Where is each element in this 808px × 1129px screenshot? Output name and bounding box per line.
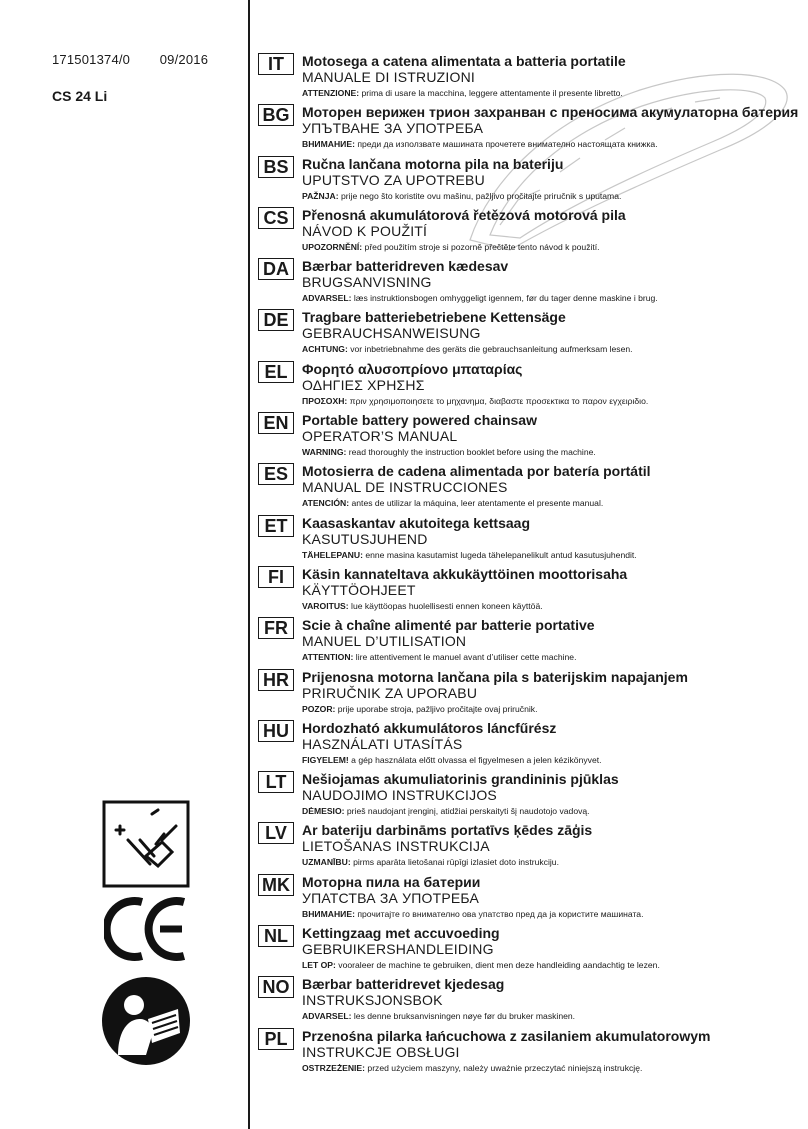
vertical-divider — [248, 0, 250, 1129]
language-row-bg — [256, 101, 799, 152]
language-row-fi — [256, 563, 796, 614]
product-title: Tragbare batteriebetriebene Kettensäge — [302, 309, 566, 326]
language-code-badge: CS — [258, 207, 294, 229]
warning-text — [302, 704, 537, 714]
language-list — [256, 50, 799, 1076]
warning-text — [302, 1063, 642, 1073]
warning-body: antes de utilizar la máquina, leer atentamente el presente manual. — [349, 498, 604, 509]
manual-subtitle: PRIRUČNIK ZA UPORABU — [302, 684, 478, 701]
battery-polarity-icon — [102, 800, 190, 888]
warning-text — [302, 396, 648, 406]
document-code — [52, 52, 208, 67]
warning-label: PAŽNJA: — [302, 190, 339, 201]
warning-body: lue käyttöopas huolellisesti ennen koneen käyttöä. — [348, 600, 543, 611]
manual-subtitle: KASUTUSJUHEND — [302, 530, 428, 547]
product-title: Ar bateriju darbināms portatīvs ķēdes zāģis — [302, 822, 593, 839]
warning-text — [302, 550, 637, 560]
language-row-it — [256, 50, 796, 101]
manual-subtitle: NÁVOD K POUŽITÍ — [302, 222, 428, 239]
language-row-lt — [256, 768, 796, 819]
warning-body: pirms aparāta lietošanai rūpīgi izlasiet doto instrukciju. — [350, 857, 559, 868]
part-number: 171501374/0 — [52, 52, 131, 67]
manual-subtitle: INSTRUKCJE OBSŁUGI — [302, 1043, 460, 1060]
warning-text — [302, 498, 603, 508]
warning-body: πριν χρησιμοποιησετε το μηχανημα, διαβαστε προσεκτικα το παρον εγχειριδιο. — [347, 395, 649, 406]
warning-text — [302, 242, 600, 252]
warning-label: WARNING: — [302, 447, 347, 458]
manual-subtitle: KÄYTTÖOHJEET — [302, 581, 416, 598]
warning-label: VAROITUS: — [302, 600, 349, 611]
warning-label: ΠΡΟΣΟΧΗ: — [302, 395, 348, 406]
language-code-badge: EN — [258, 412, 294, 434]
language-row-fr — [256, 614, 796, 665]
language-row-da — [256, 255, 796, 306]
manual-subtitle: ΟΔΗΓΙΕΣ ΧΡΗΣΗΣ — [302, 376, 425, 393]
warning-body: prije nego što koristite ovu mašinu, pažljivo pročitajte priručnik s uputama. — [338, 190, 622, 201]
language-code-badge: ES — [258, 463, 294, 485]
language-code-badge: NL — [258, 925, 294, 947]
language-row-no — [256, 973, 796, 1024]
language-code-badge: LT — [258, 771, 294, 793]
language-code-badge: FR — [258, 617, 294, 639]
product-title: Prijenosna motorna lančana pila s baterijskim napajanjem — [302, 668, 688, 685]
language-row-hr — [256, 666, 796, 717]
warning-label: ADVARSEL: — [302, 293, 352, 304]
product-title: Моторна пила на батерии — [302, 873, 481, 890]
manual-subtitle: OPERATOR’S MANUAL — [302, 428, 458, 445]
language-code-badge: HR — [258, 669, 294, 691]
warning-label: DĖMESIO: — [302, 806, 345, 817]
warning-body: les denne bruksanvisningen nøye før du bruker maskinen. — [351, 1011, 576, 1022]
product-title: Hordozható akkumulátoros láncfűrész — [302, 719, 557, 736]
product-title: Motosega a catena alimentata a batteria portatile — [302, 53, 626, 69]
manual-subtitle: MANUALE DI ISTRUZIONI — [302, 69, 475, 85]
manual-subtitle: MANUAL DE INSTRUCCIONES — [302, 479, 508, 496]
model-name: CS 24 Li — [52, 88, 108, 104]
language-code-badge: ET — [258, 515, 294, 537]
warning-text — [302, 601, 543, 611]
warning-text — [302, 344, 633, 354]
language-code-badge: IT — [258, 53, 294, 75]
issue-date: 09/2016 — [159, 52, 209, 67]
product-title: Přenosná akumulátorová řetězová motorová pila — [302, 206, 626, 223]
manual-subtitle: NAUDOJIMO INSTRUKCIJOS — [302, 787, 497, 804]
warning-label: UZMANĪBU: — [302, 857, 351, 868]
manual-subtitle: GEBRAUCHSANWEISUNG — [302, 325, 481, 342]
language-row-de — [256, 306, 796, 357]
warning-label: FIGYELEM! — [302, 754, 349, 765]
product-title: Nešiojamas akumuliatorinis grandininis pjūklas — [302, 771, 619, 788]
product-title: Ručna lančana motorna pila na bateriju — [302, 155, 564, 172]
warning-label: ATTENZIONE: — [302, 88, 360, 98]
language-code-badge: HU — [258, 720, 294, 742]
warning-label: ATENCIÓN: — [302, 498, 350, 509]
ce-mark-icon — [104, 896, 188, 962]
warning-text — [302, 806, 590, 816]
language-code-badge: PL — [258, 1028, 294, 1050]
product-title: Kaasaskantav akutoitega kettsaag — [302, 514, 530, 531]
warning-text — [302, 909, 643, 919]
manual-subtitle: LIETOŠANAS INSTRUKCIJA — [302, 838, 490, 855]
language-code-badge: BG — [258, 104, 294, 126]
language-code-badge: EL — [258, 361, 294, 383]
warning-body: vooraleer de machine te gebruiken, dient men deze handleiding aandachtig te lezen. — [335, 960, 660, 971]
product-title: Motosierra de cadena alimentada por batería portátil — [302, 463, 651, 480]
manual-subtitle: MANUEL D’UTILISATION — [302, 633, 467, 650]
warning-body: prima di usare la macchina, leggere attentamente il presente libretto. — [359, 88, 623, 98]
warning-text — [302, 857, 559, 867]
language-code-badge: DA — [258, 258, 294, 280]
warning-label: LET OP: — [302, 960, 336, 971]
warning-label: ADVARSEL: — [302, 1011, 352, 1022]
warning-text — [302, 447, 596, 457]
warning-body: læs instruktionsbogen omhyggeligt igennem, før du tager denne maskine i brug. — [351, 293, 658, 304]
warning-label: POZOR: — [302, 703, 336, 714]
manual-subtitle: UPUTSTVO ZA UPOTREBU — [302, 171, 485, 188]
product-title: Käsin kannateltava akkukäyttöinen moottorisaha — [302, 565, 628, 582]
language-row-nl — [256, 922, 796, 973]
warning-label: ACHTUNG: — [302, 344, 348, 355]
warning-body: prije uporabe stroja, pažljivo pročitajte ovaj priručnik. — [335, 703, 538, 714]
language-row-mk — [256, 871, 796, 922]
product-title: Моторен верижен трион захранван с преносима акумулаторна батерия — [302, 104, 799, 121]
product-title: Kettingzaag met accuvoeding — [302, 925, 500, 942]
product-title: Φορητό αλυσοπρίονο μπαταρίας — [302, 360, 523, 377]
warning-label: OSTRZEŻENIE: — [302, 1062, 366, 1073]
language-code-badge: LV — [258, 822, 294, 844]
warning-body: przed użyciem maszyny, należy uważnie przeczytać niniejszą instrukcję. — [365, 1062, 643, 1073]
manual-subtitle: УПЪТВАНЕ ЗА УПОТРЕБА — [302, 120, 484, 137]
warning-body: read thoroughly the instruction booklet before using the machine. — [346, 447, 596, 458]
product-title: Scie à chaîne alimenté par batterie portative — [302, 617, 595, 634]
language-row-lv — [256, 819, 796, 870]
warning-label: ВНИМАНИЕ: — [302, 908, 355, 919]
warning-label: UPOZORNĚNÍ: — [302, 241, 363, 252]
warning-body: enne masina kasutamist lugeda tähelepanelikult antud kasutusjuhendit. — [362, 549, 637, 560]
manual-subtitle: BRUGSANVISNING — [302, 274, 432, 291]
warning-body: a gép használata előtt olvassa el figyelmesen a jelen kézikönyvet. — [348, 754, 602, 765]
language-row-en — [256, 409, 796, 460]
warning-body: преди да използвате машината прочетете внимателно настоящата книжка. — [354, 139, 658, 150]
warning-text — [302, 88, 623, 98]
warning-text — [302, 960, 660, 970]
language-code-badge: BS — [258, 156, 294, 178]
language-code-badge: DE — [258, 309, 294, 331]
language-row-et — [256, 512, 796, 563]
warning-body: прочитајте го внимателно ова упатство пред да ја користите машината. — [354, 908, 644, 919]
product-title: Bærbar batteridreven kædesav — [302, 258, 509, 275]
warning-body: prieš naudojant įrenginį, atidžiai perskaityti šį naudotojo vadovą. — [344, 806, 590, 817]
language-row-hu — [256, 717, 796, 768]
language-code-badge: NO — [258, 976, 294, 998]
warning-text — [302, 652, 576, 662]
language-code-badge: MK — [258, 874, 294, 896]
warning-text — [302, 1011, 575, 1021]
warning-text — [302, 139, 658, 149]
product-title: Przenośna pilarka łańcuchowa z zasilaniem akumulatorowym — [302, 1027, 711, 1044]
product-title: Bærbar batteridrevet kjedesag — [302, 976, 505, 993]
language-code-badge: FI — [258, 566, 294, 588]
warning-body: před použitím stroje si pozorně přečtěte tento návod k použití. — [362, 241, 600, 252]
warning-text — [302, 755, 602, 765]
warning-body: lire attentivement le manuel avant d’utiliser cette machine. — [353, 652, 577, 663]
warning-label: ВНИМАНИЕ: — [302, 139, 355, 150]
warning-body: vor inbetriebnahme des geräts die gebrauchsanleitung aufmerksam lesen. — [347, 344, 633, 355]
product-title: Portable battery powered chainsaw — [302, 412, 537, 429]
warning-text — [302, 191, 621, 201]
read-manual-icon — [100, 975, 192, 1067]
language-row-es — [256, 460, 796, 511]
manual-subtitle: УПАТСТВА ЗА УПОТРЕБА — [302, 889, 480, 906]
language-row-bs — [256, 153, 796, 204]
warning-label: ATTENTION: — [302, 652, 354, 663]
language-row-pl — [256, 1025, 796, 1076]
manual-subtitle: INSTRUKSJONSBOK — [302, 992, 443, 1009]
language-row-el — [256, 358, 796, 409]
manual-subtitle: GEBRUIKERSHANDLEIDING — [302, 941, 494, 958]
warning-text — [302, 293, 658, 303]
manual-subtitle: HASZNÁLATI UTASÍTÁS — [302, 735, 463, 752]
warning-label: TÄHELEPANU: — [302, 549, 363, 560]
language-row-cs — [256, 204, 796, 255]
